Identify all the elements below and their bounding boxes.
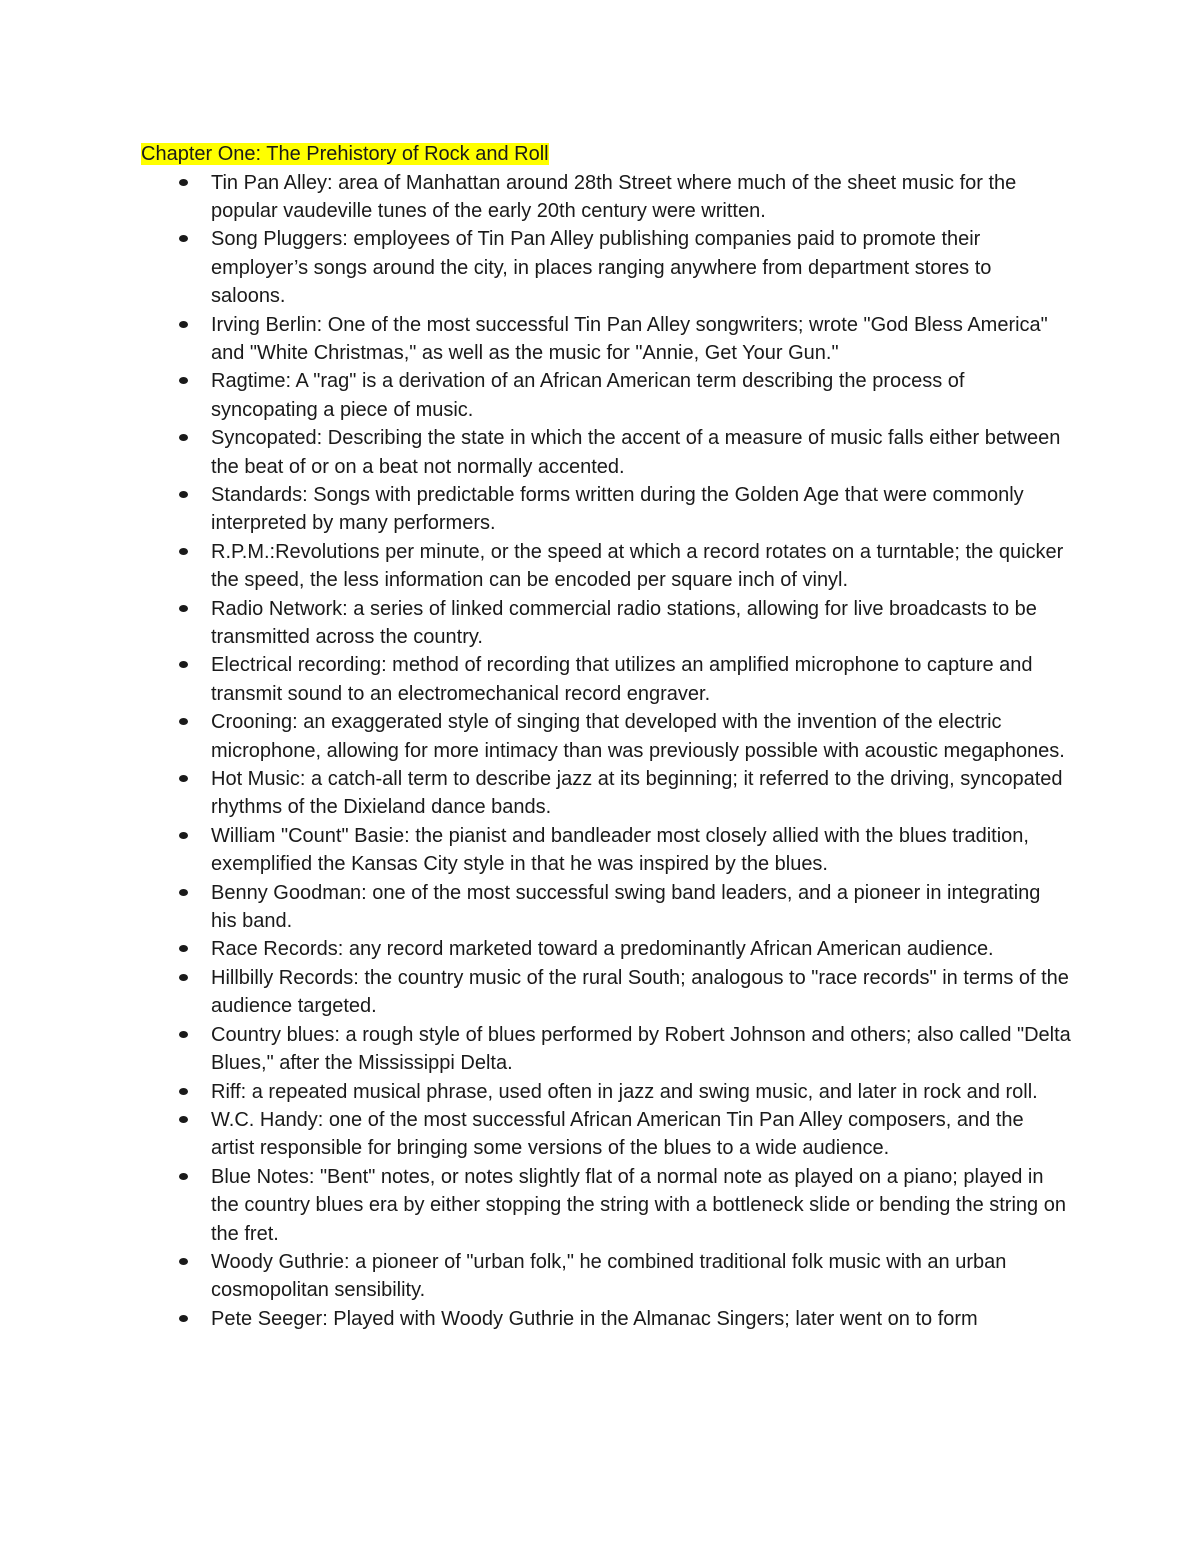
list-item-text: Standards: Songs with predictable forms written during the Golden Age that were commonly interpreted by many performers.	[211, 483, 1024, 535]
bullet-icon	[179, 179, 188, 186]
bullet-icon	[179, 1116, 188, 1123]
list-item	[141, 481, 1071, 538]
bullet-icon	[179, 775, 188, 782]
list-item-text: Pete Seeger: Played with Woody Guthrie in the Almanac Singers; later went on to form	[211, 1307, 978, 1330]
list-item-text: Riff: a repeated musical phrase, used often in jazz and swing music, and later in rock and roll.	[211, 1080, 1038, 1103]
document-content	[141, 140, 1071, 1333]
list-item	[141, 651, 1071, 708]
bullet-icon	[179, 974, 188, 981]
bullet-icon	[179, 434, 188, 441]
list-item	[141, 538, 1071, 595]
list-item	[141, 1078, 1071, 1106]
list-item-text: Song Pluggers: employees of Tin Pan Alley publishing companies paid to promote their employer’s songs around the city, in places ranging anywhere from department stores to saloons.	[211, 228, 992, 308]
bullet-icon	[179, 235, 188, 242]
bullet-icon	[179, 1258, 188, 1265]
list-item-text: Syncopated: Describing the state in which the accent of a measure of music falls either between the beat of or on a beat not normally accented.	[211, 427, 1061, 478]
list-item	[141, 424, 1071, 481]
bullet-icon	[179, 945, 188, 952]
list-item-text: Radio Network: a series of linked commercial radio stations, allowing for live broadcasts to be transmitted across the country.	[211, 597, 1037, 648]
bullet-icon	[179, 889, 188, 896]
list-item	[141, 964, 1071, 1021]
list-item-text: Electrical recording: method of recording that utilizes an amplified microphone to capture and transmit sound to an electromechanical record engraver.	[211, 654, 1033, 705]
list-item-text: Hot Music: a catch-all term to describe jazz at its beginning; it referred to the driving, syncopated rhythms of the Dixieland dance bands.	[211, 768, 1063, 819]
list-item	[141, 1106, 1071, 1163]
list-item-text: Blue Notes: "Bent" notes, or notes slightly flat of a normal note as played on a piano; played in the country blues era by either stopping the string with a bottleneck slide or bending the string on the fret.	[211, 1165, 1066, 1245]
list-item-text: William "Count" Basie: the pianist and bandleader most closely allied with the blues tradition, exemplified the Kansas City style in that he was inspired by the blues.	[211, 824, 1029, 876]
list-item-text: Irving Berlin: One of the most successful Tin Pan Alley songwriters; wrote "God Bless America" and "White Christmas," as well as the music for "Annie, Get Your Gun."	[211, 313, 1048, 364]
chapter-title-highlight: Chapter One: The Prehistory of Rock and Roll	[141, 143, 549, 165]
bullet-icon	[179, 321, 188, 328]
list-item	[141, 595, 1071, 652]
list-item	[141, 765, 1071, 822]
list-item	[141, 935, 1071, 963]
list-item	[141, 822, 1071, 879]
list-item-text: Ragtime: A "rag" is a derivation of an African American term describing the process of syncopating a piece of music.	[211, 370, 965, 421]
list-item-text: Hillbilly Records: the country music of the rural South; analogous to "race records" in terms of the audience targeted.	[211, 966, 1069, 1018]
bullet-icon	[179, 1088, 188, 1095]
bullet-icon	[179, 832, 188, 839]
bullet-icon	[179, 491, 188, 498]
list-item-text: Tin Pan Alley: area of Manhattan around 28th Street where much of the sheet music for the popular vaudeville tunes of the early 20th century were written.	[211, 171, 1017, 222]
list-item	[141, 1163, 1071, 1248]
list-item-text: Country blues: a rough style of blues performed by Robert Johnson and others; also called "Delta Blues," after the Mississippi Delta.	[211, 1023, 1071, 1075]
bullet-icon	[179, 1031, 188, 1038]
list-item	[141, 1021, 1071, 1078]
bullet-icon	[179, 718, 188, 725]
list-item-text: Woody Guthrie: a pioneer of "urban folk," he combined traditional folk music with an urban cosmopolitan sensibility.	[211, 1250, 1007, 1302]
list-item	[141, 708, 1071, 765]
bullet-icon	[179, 661, 188, 668]
list-item-text: Benny Goodman: one of the most successful swing band leaders, and a pioneer in integrating his band.	[211, 881, 1041, 933]
list-item	[141, 367, 1071, 424]
bullet-icon	[179, 605, 188, 612]
bullet-icon	[179, 548, 188, 555]
list-item-text: Race Records: any record marketed toward a predominantly African American audience.	[211, 938, 994, 961]
list-item	[141, 311, 1071, 368]
chapter-title	[141, 140, 549, 169]
list-item	[141, 225, 1071, 310]
bullet-icon	[179, 1173, 188, 1180]
list-item	[141, 879, 1071, 936]
bullet-icon	[179, 1315, 188, 1322]
bullet-icon	[179, 377, 188, 384]
list-item	[141, 169, 1071, 226]
list-item-text: Crooning: an exaggerated style of singing that developed with the invention of the electric microphone, allowing for more intimacy than was previously possible with acoustic megaphones.	[211, 711, 1065, 762]
list-item	[141, 1248, 1071, 1305]
glossary-list	[141, 169, 1071, 1334]
list-item-text: W.C. Handy: one of the most successful African American Tin Pan Alley composers, and the artist responsible for bringing some versions of the blues to a wide audience.	[211, 1108, 1024, 1160]
list-item	[141, 1305, 1071, 1333]
list-item-text: R.P.M.:Revolutions per minute, or the speed at which a record rotates on a turntable; the quicker the speed, the less information can be encoded per square inch of vinyl.	[211, 540, 1064, 592]
